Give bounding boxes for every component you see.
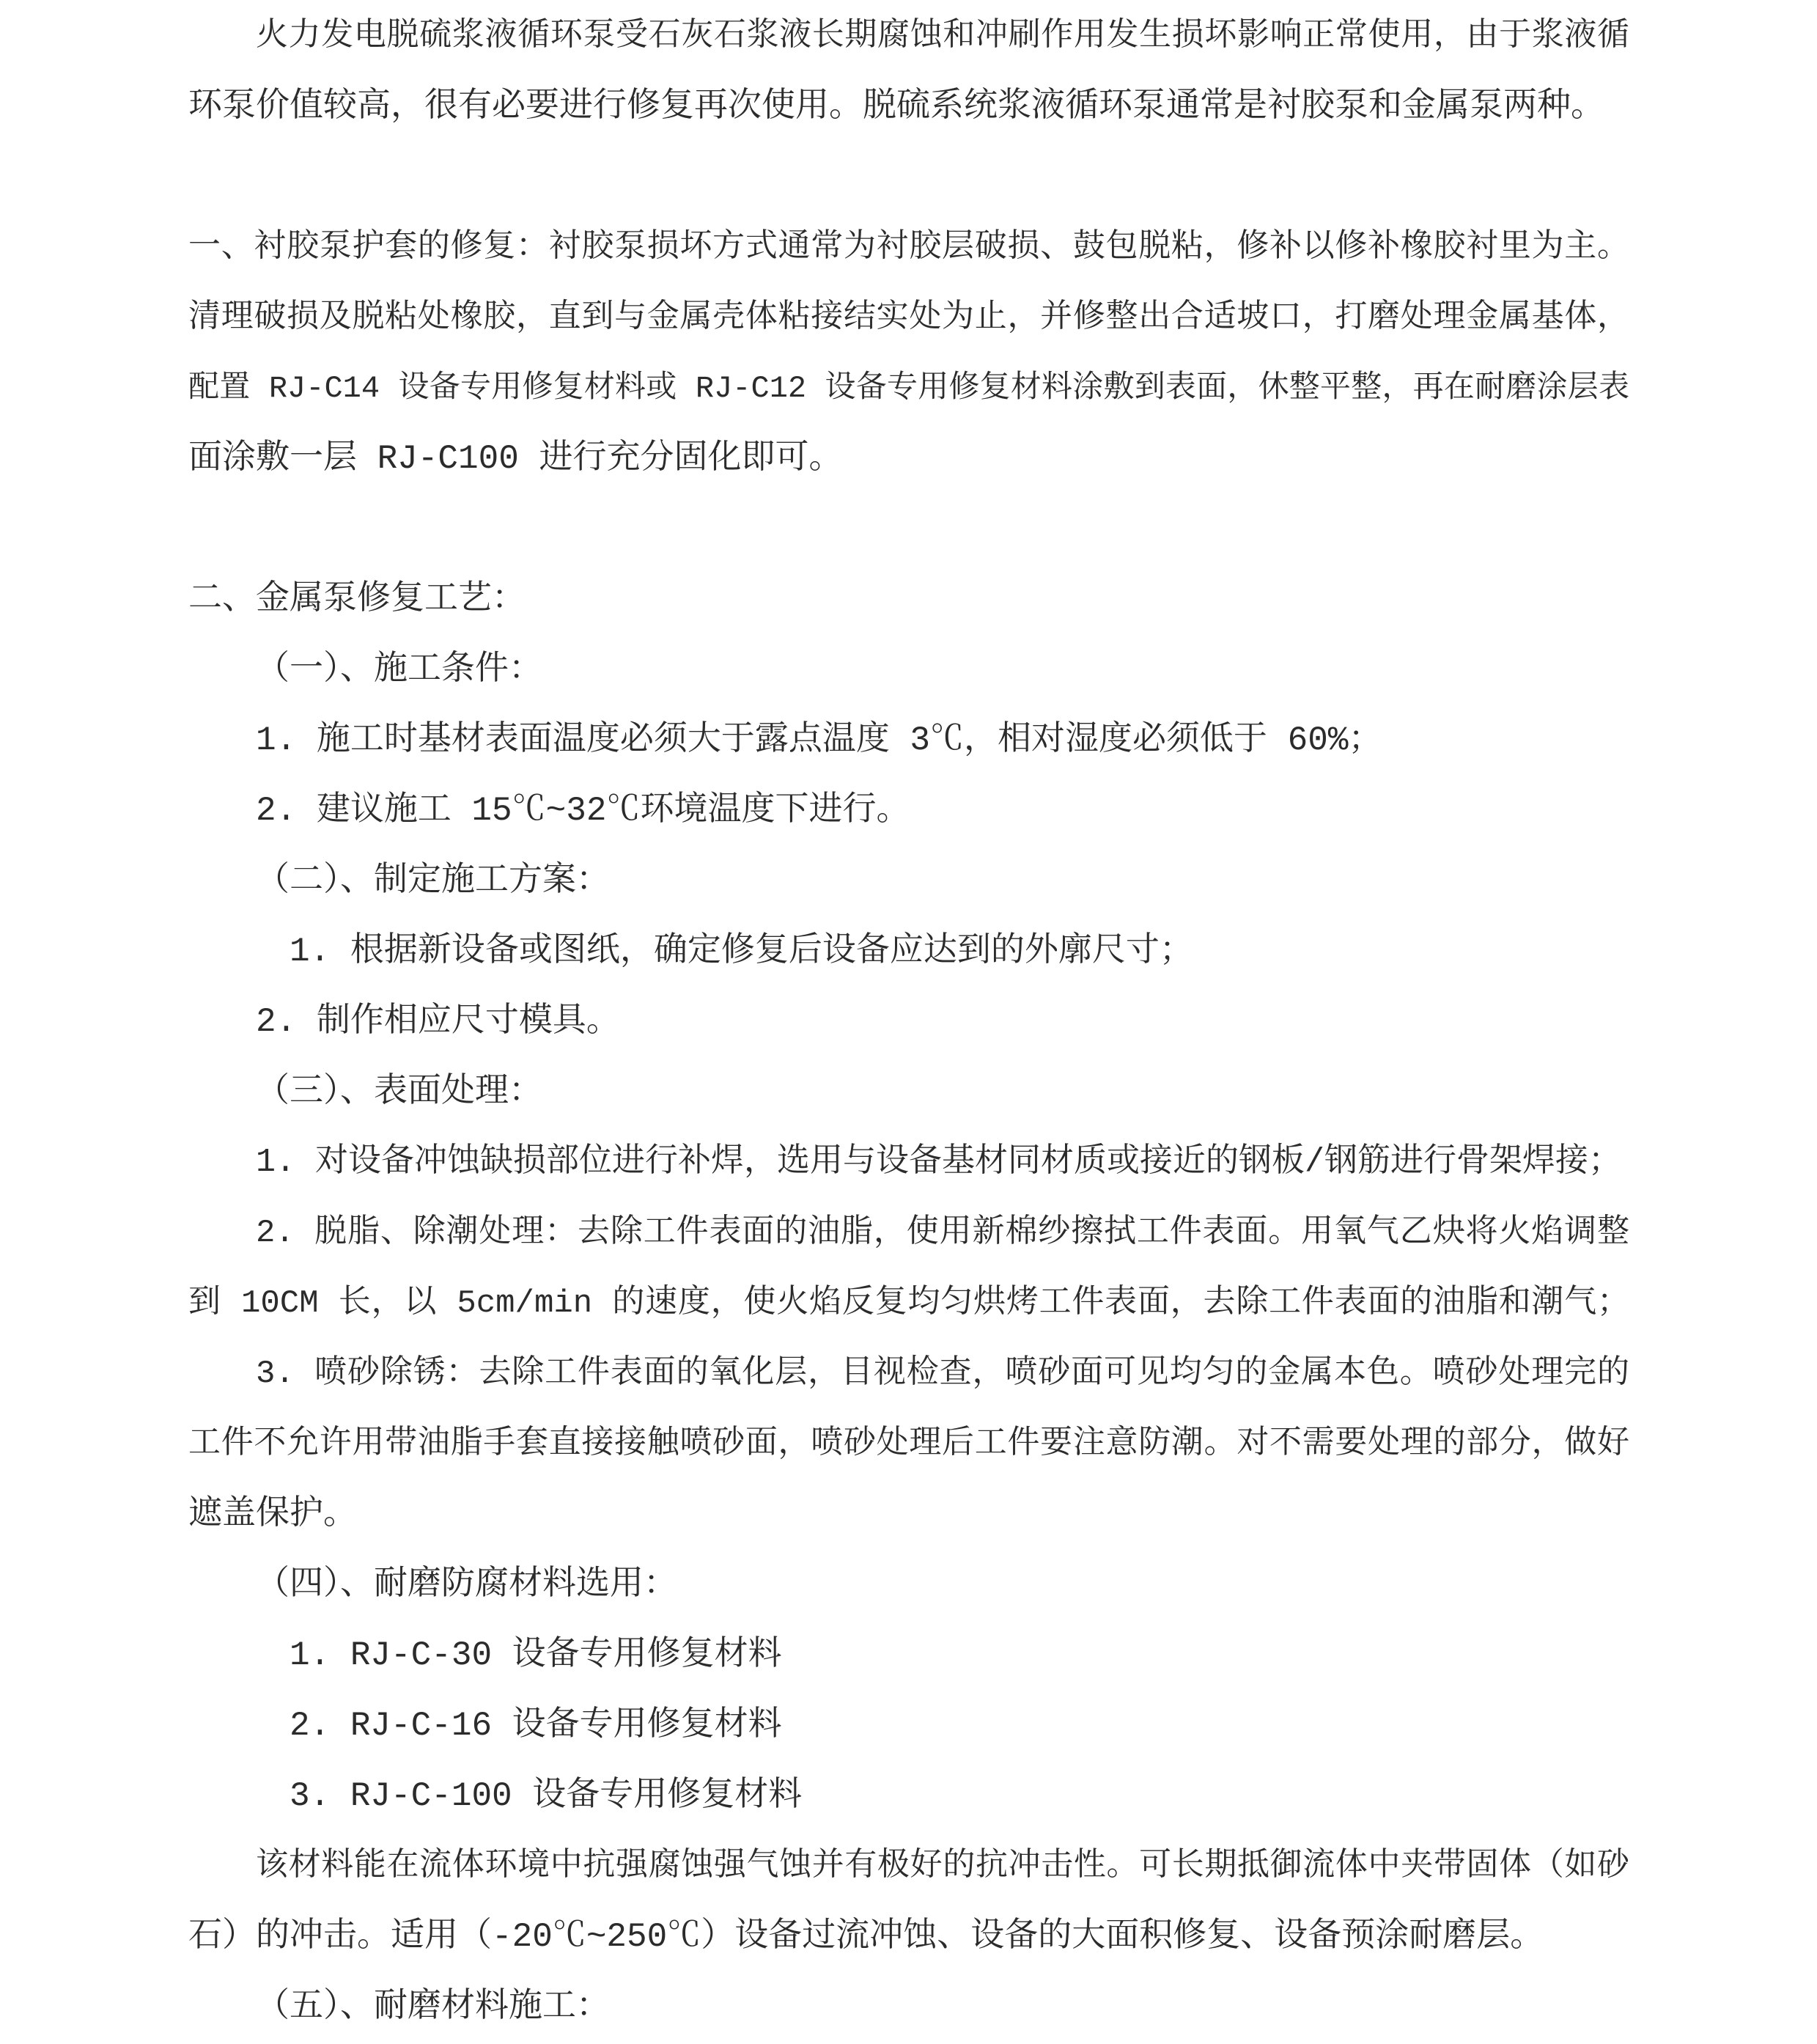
subsection-2-2-heading: （二）、制定施工方案： xyxy=(256,862,610,900)
surface-item-2-line-1: 2. 脱脂、除潮处理：去除工件表面的油脂，使用新棉纱擦拭工件表面。用氧气乙炔将火焰调整 xyxy=(256,1215,1629,1251)
intro-paragraph-line-2: 环泵价值较高，很有必要进行修复再次使用。脱硫系统浆液循环泵通常是衬胶泵和金属泵两种。 xyxy=(188,88,1604,126)
subsection-2-3-heading: （三）、表面处理： xyxy=(256,1073,542,1111)
blank-line xyxy=(188,142,1629,213)
condition-item-2: 2. 建议施工 15℃~32℃环境温度下进行。 xyxy=(256,792,910,830)
section-1-body-line-3: 配置 RJ-C14 设备专用修复材料或 RJ-C12 设备专用修复材料涂敷到表面，休整平整，再在耐磨涂层表 xyxy=(188,371,1629,406)
surface-item-2-line-2: 到 10CM 长，以 5cm/min 的速度，使火焰反复均匀烘烤工件表面，去除工件表面的油脂和潮气； xyxy=(188,1285,1629,1322)
surface-item-1: 1. 对设备冲蚀缺损部位进行补焊，选用与设备基材同材质或接近的钢板/钢筋进行骨架焊接； xyxy=(256,1144,1622,1181)
material-note-line-2: 石）的冲击。适用（-20℃~250℃）设备过流冲蚀、设备的大面积修复、设备预涂耐磨层。 xyxy=(188,1918,1544,1956)
section-1-heading-line: 一、衬胶泵护套的修复：衬胶泵损坏方式通常为衬胶层破损、鼓包脱粘，修补以修补橡胶衬里为主。 xyxy=(188,229,1629,266)
document-page xyxy=(188,1,1629,2043)
condition-item-1: 1. 施工时基材表面温度必须大于露点温度 3℃，相对湿度必须低于 60%； xyxy=(256,721,1382,760)
subsection-2-1-heading: （一）、施工条件： xyxy=(256,651,542,689)
section-1-body-line-4: 面涂敷一层 RJ-C100 进行充分固化即可。 xyxy=(188,440,843,478)
subsection-2-5-heading: （五）、耐磨材料施工： xyxy=(256,1988,610,2026)
intro-paragraph-line-1: 火力发电脱硫浆液循环泵受石灰石浆液长期腐蚀和冲刷作用发生损坏影响正常使用，由于浆液循 xyxy=(256,18,1629,55)
material-note-line-1: 该材料能在流体环境中抗强腐蚀强气蚀并有极好的抗冲击性。可长期抵御流体中夹带固体（如砂 xyxy=(256,1848,1629,1885)
section-1-body-line-2: 清理破损及脱粘处橡胶，直到与金属壳体粘接结实处为止，并修整出合适坡口，打磨处理金属基体， xyxy=(188,300,1629,337)
material-item-2: 2. RJ-C-16 设备专用修复材料 xyxy=(290,1707,782,1745)
section-2-heading: 二、金属泵修复工艺： xyxy=(188,581,526,619)
surface-item-3-line-1: 3. 喷砂除锈：去除工件表面的氧化层，目视检查，喷砂面可见均匀的金属本色。喷砂处理完的 xyxy=(256,1356,1629,1392)
plan-item-1: 1. 根据新设备或图纸，确定修复后设备应达到的外廓尺寸； xyxy=(290,933,1193,971)
plan-item-2: 2. 制作相应尺寸模具。 xyxy=(256,1003,620,1041)
surface-item-3-line-2: 工件不允许用带油脂手套直接接触喷砂面，喷砂处理后工件要注意防潮。对不需要处理的部分，做好 xyxy=(188,1426,1629,1463)
material-item-3: 3. RJ-C-100 设备专用修复材料 xyxy=(290,1777,803,1815)
material-item-1: 1. RJ-C-30 设备专用修复材料 xyxy=(290,1636,782,1674)
blank-line xyxy=(188,494,1629,565)
surface-item-3-line-3: 遮盖保护。 xyxy=(188,1496,357,1534)
subsection-2-4-heading: （四）、耐磨防腐材料选用： xyxy=(256,1566,677,1604)
